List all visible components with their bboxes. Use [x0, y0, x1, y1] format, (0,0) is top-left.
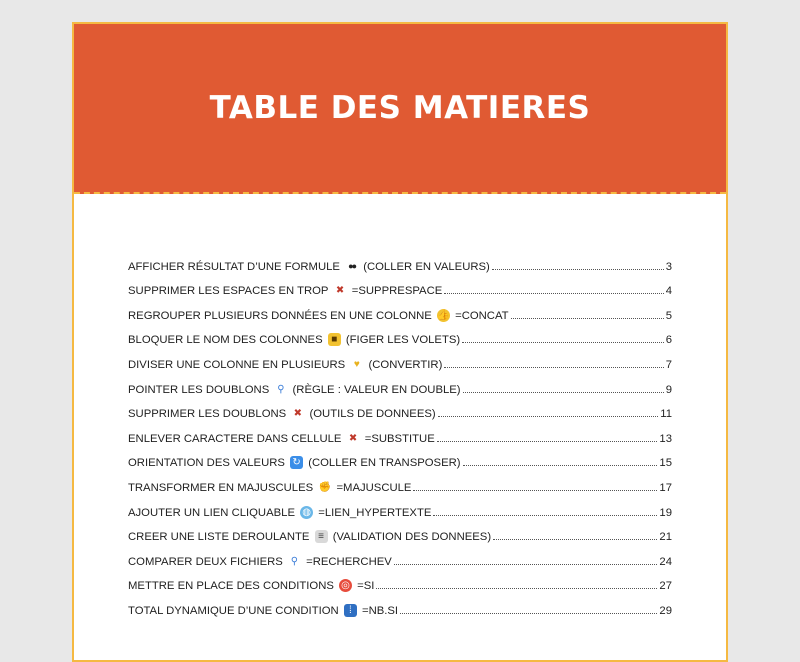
toc-entry[interactable] [128, 371, 672, 396]
toc-page-number: 24 [659, 555, 672, 568]
toc-page-number: 4 [665, 285, 672, 298]
dot-leader [444, 367, 663, 368]
dot-leader [493, 539, 657, 540]
toc-entry-detail: =CONCAT [455, 309, 509, 322]
document-page [72, 22, 728, 662]
dot-leader [376, 588, 657, 589]
toc-entry-label: ENLEVER CARACTERE DANS CELLULE [128, 432, 342, 445]
toc-entry[interactable] [128, 445, 672, 470]
dot-leader [462, 342, 664, 343]
toc-entry-detail: =SUPPRESPACE [351, 285, 443, 298]
thumbs-up-icon: 👍 [437, 309, 450, 321]
dot-leader [511, 318, 664, 319]
toc-entry-detail: =RECHERCHEV [306, 555, 392, 568]
magnifier-icon: ⚲ [290, 555, 299, 567]
toc-entry-label: TRANSFORMER EN MAJUSCULES [128, 481, 314, 494]
toc-entry[interactable] [128, 248, 672, 273]
crossed-tools-icon: ✖ [335, 285, 345, 297]
toc-entry-detail: (CONVERTIR) [368, 358, 443, 371]
globe-icon: ◍ [300, 506, 313, 519]
toc-entry[interactable] [128, 519, 672, 544]
toc-page-number: 3 [665, 260, 672, 273]
toc-entry-label: SUPPRIMER LES DOUBLONS [128, 408, 287, 421]
toc-entry[interactable] [128, 273, 672, 298]
dot-leader [438, 416, 659, 417]
toc-entry-detail: (COLLER EN TRANSPOSER) [308, 457, 461, 470]
toc-entry[interactable] [128, 346, 672, 371]
toc-page-number: 6 [665, 334, 672, 347]
toc-entry-label: TOTAL DYNAMIQUE D’UNE CONDITION [128, 604, 339, 617]
toc-entry-label: REGROUPER PLUSIEURS DONNÉES EN UNE COLONNE [128, 309, 432, 322]
toc-entry-label: COMPARER DEUX FICHIERS [128, 555, 283, 568]
target-icon: ◎ [339, 579, 352, 592]
toc-page-number: 9 [665, 383, 672, 396]
title-banner [74, 24, 726, 194]
toc-page-number: 11 [660, 408, 672, 421]
toc-entry-detail: =NB.SI [361, 604, 399, 617]
toc-page-number: 21 [659, 531, 672, 544]
toc-entry-detail: (VALIDATION DES DONNEES) [332, 531, 492, 544]
dot-leader [433, 515, 657, 516]
toc-entry[interactable] [128, 297, 672, 322]
toc-entry-detail: (FIGER LES VOLETS) [345, 334, 461, 347]
heart-icon: ♥ [353, 358, 360, 370]
toc-entry-label: POINTER LES DOUBLONS [128, 383, 270, 396]
toc-entry[interactable] [128, 469, 672, 494]
toc-entry-label: CREER UNE LISTE DEROULANTE [128, 531, 310, 544]
toc-page-number: 17 [659, 481, 672, 494]
toc-entry-label: AJOUTER UN LIEN CLIQUABLE [128, 506, 295, 519]
magnifier-icon: ⚲ [277, 383, 285, 395]
toc-entry-label: METTRE EN PLACE DES CONDITIONS [128, 580, 334, 593]
toc-entry-detail: =LIEN_HYPERTEXTE [318, 506, 432, 519]
toc-entry[interactable] [128, 592, 672, 617]
toc-page-number: 29 [659, 604, 672, 617]
dot-leader [400, 613, 657, 614]
eyes-icon: ●● [348, 260, 356, 271]
page-title: TABLE DES MATIERES [209, 90, 591, 126]
table-of-contents [128, 248, 672, 617]
scrollbar-track[interactable] [754, 0, 800, 645]
toc-entry-detail: (RÈGLE : VALEUR EN DOUBLE) [292, 383, 461, 396]
toc-entry[interactable] [128, 543, 672, 568]
dot-leader [437, 441, 658, 442]
toc-entry-detail: =MAJUSCULE [336, 481, 412, 494]
grid-icon: ⁞ [344, 604, 357, 617]
lock-icon: ■ [328, 333, 341, 346]
toc-page-number: 5 [665, 309, 672, 322]
toc-entry-label: SUPPRIMER LES ESPACES EN TROP [128, 285, 329, 298]
toc-entry-label: DIVISER UNE COLONNE EN PLUSIEURS [128, 358, 346, 371]
dot-leader [394, 564, 658, 565]
clipboard-icon: ≡ [315, 530, 328, 543]
toc-entry-label: ORIENTATION DES VALEURS [128, 457, 285, 470]
toc-page-number: 13 [659, 432, 672, 445]
toc-entry[interactable] [128, 396, 672, 421]
toc-entry-label: BLOQUER LE NOM DES COLONNES [128, 334, 323, 347]
flexed-arm-icon: ✊ [318, 481, 332, 493]
toc-entry-detail: =SI [357, 580, 375, 593]
dot-leader [463, 392, 664, 393]
dot-leader [444, 293, 663, 294]
crossed-tools-icon: ✖ [348, 432, 358, 444]
cycle-arrows-icon: ↻ [290, 456, 303, 469]
dot-leader [492, 269, 664, 270]
toc-page-number: 27 [659, 580, 672, 593]
toc-entry[interactable] [128, 420, 672, 445]
toc-entry-detail: =SUBSTITUE [364, 432, 435, 445]
toc-page-number: 15 [659, 457, 672, 470]
crossed-tools-icon: ✖ [293, 408, 303, 420]
toc-page-number: 19 [659, 506, 672, 519]
toc-entry-label: AFFICHER RÉSULTAT D’UNE FORMULE [128, 260, 340, 273]
toc-entry[interactable] [128, 322, 672, 347]
dot-leader [413, 490, 657, 491]
dot-leader [463, 465, 658, 466]
toc-entry[interactable] [128, 568, 672, 593]
toc-entry-detail: (COLLER EN VALEURS) [363, 260, 490, 273]
toc-entry[interactable] [128, 494, 672, 519]
toc-page-number: 7 [665, 358, 672, 371]
toc-entry-detail: (OUTILS DE DONNEES) [309, 408, 436, 421]
